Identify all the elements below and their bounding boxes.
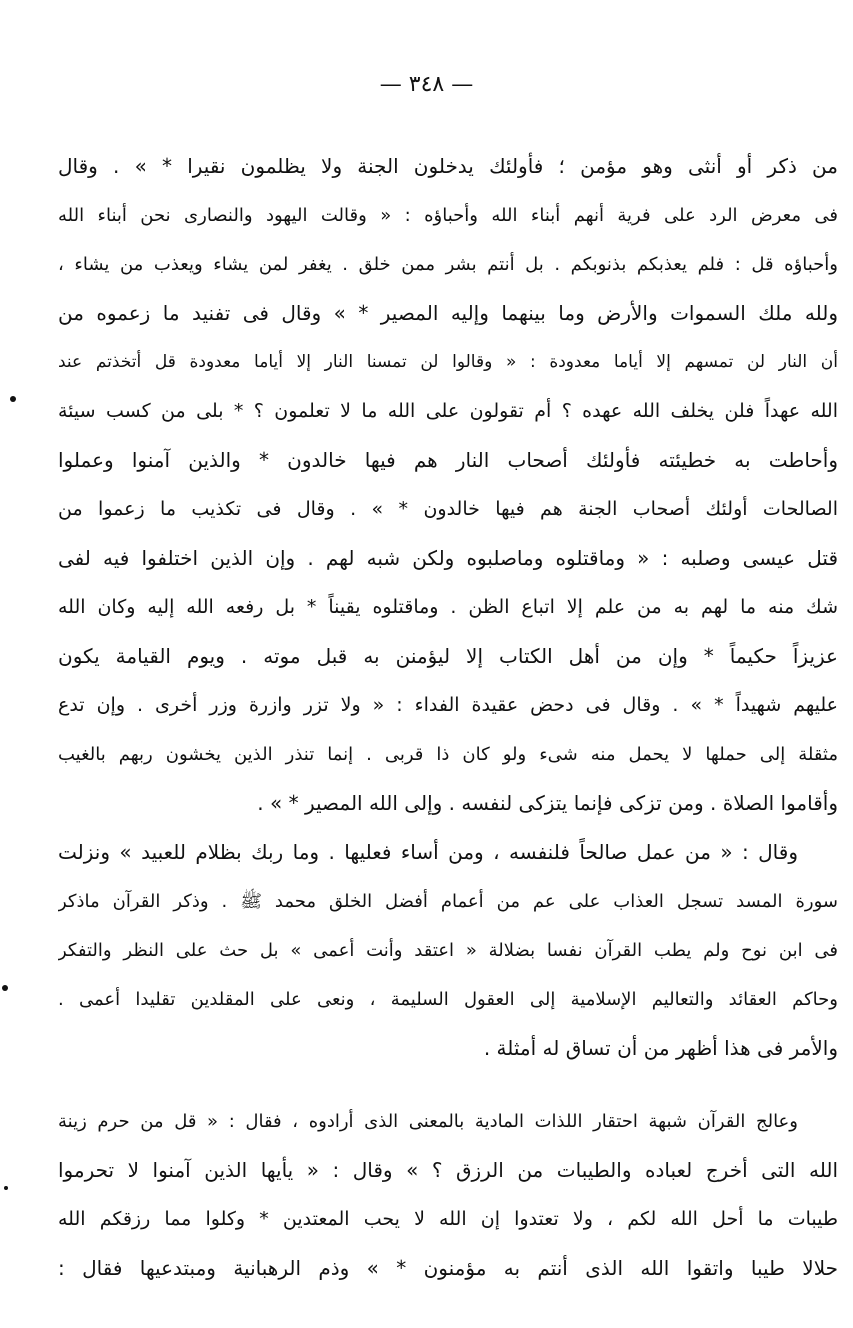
text-line: فى معرض الرد على فرية أنهم أبناء الله وأحباؤه : « وقالت اليهود والنصارى نحن أبناء الله — [58, 205, 838, 226]
paragraph-2 — [58, 828, 838, 1073]
text-line: شك منه ما لهم به من علم إلا اتباع الظن . وماقتلوه يقيناً * بل رفعه الله إليه وكان الله — [58, 596, 838, 618]
margin-speck — [2, 985, 8, 991]
text-line: ولله ملك السموات والأرض وما بينهما وإليه المصير * » وقال فى تفنيد ما زعموه من — [58, 301, 838, 325]
paragraph-3 — [58, 1097, 838, 1293]
margin-speck — [10, 396, 16, 402]
text-line: مثقلة إلى حملها لا يحمل منه شىء ولو كان ذا قربى . إنما تنذر الذين يخشون ربهم بالغيب — [58, 744, 838, 765]
text-line: من ذكر أو أنثى وهو مؤمن ؛ فأولئك يدخلون الجنة ولا يظلمون نقيرا * » . وقال — [58, 154, 838, 178]
text-line: عليهم شهيداً * » . وقال فى دحض عقيدة الفداء : « ولا تزر وازرة وزر أخرى . وإن تدع — [58, 694, 838, 716]
text-line: وأحباؤه قل : فلم يعذبكم بذنوبكم . بل أنتم بشر ممن خلق . يغفر لمن يشاء ويعذب من يشاء ، — [58, 254, 838, 275]
text-line: وقال : « من عمل صالحاً فلنفسه ، ومن أساء فعليها . وما ربك بظلام للعبيد » ونزلت — [58, 840, 798, 864]
text-line: وأقاموا الصلاة . ومن تزكى فإنما يتزكى لنفسه . وإلى الله المصير * » . — [257, 791, 838, 815]
text-line: وحاكم العقائد والتعاليم الإسلامية إلى العقول السليمة ، ونعى على المقلدين تقليدا أعمى . — [58, 989, 838, 1010]
paragraph-1 — [58, 142, 838, 828]
text-line: عزيزاً حكيماً * وإن من أهل الكتاب إلا ليؤمنن به قبل موته . ويوم القيامة يكون — [58, 644, 838, 668]
paragraph-gap — [58, 1073, 838, 1097]
margin-speck — [4, 1186, 8, 1190]
text-line: والأمر فى هذا أظهر من أن تساق له أمثلة . — [483, 1036, 838, 1060]
text-line: سورة المسد تسجل العذاب على عم من أعمام أفضل الخلق محمد ﷺ . وذكر القرآن ماذكر — [58, 891, 838, 912]
text-line: وأحاطت به خطيئته فأولئك أصحاب النار هم فيها خالدون * والذين آمنوا وعملوا — [58, 448, 838, 472]
text-line: الصالحات أولئك أصحاب الجنة هم فيها خالدون * » . وقال فى تكذيب ما زعموا من — [58, 498, 838, 520]
text-line: حلالا طيبا واتقوا الله الذى أنتم به مؤمنون * » وذم الرهبانية ومبتدعيها فقال : — [58, 1256, 838, 1280]
text-line: وعالج القرآن شبهة احتقار اللذات المادية بالمعنى الذى أرادوه ، فقال : « قل من حرم زينة — [58, 1111, 798, 1132]
body-text — [58, 142, 838, 1293]
text-line: الله عهداً فلن يخلف الله عهده ؟ أم تقولون على الله ما لا تعلمون ؟ * بلى من كسب سيئة — [58, 400, 838, 422]
page-number: — ٣٤٨ — — [379, 72, 474, 97]
text-line: الله التى أخرج لعباده والطيبات من الرزق ؟ » وقال : « يأيها الذين آمنوا لا تحرموا — [58, 1158, 838, 1182]
text-line: فى ابن نوح ولم يطب القرآن نفسا بضلالة « اعتقد وأنت أعمى » بل حث على النظر والتفكر — [58, 940, 838, 961]
text-line: طيبات ما أحل الله لكم ، ولا تعتدوا إن الله لا يحب المعتدين * وكلوا مما رزقكم الله — [58, 1208, 838, 1230]
text-line: قتل عيسى وصلبه : « وماقتلوه وماصلبوه ولكن شبه لهم . وإن الذين اختلفوا فيه لفى — [58, 546, 838, 570]
text-line: أن النار لن تمسهم إلا أياما معدودة : « وقالوا لن تمسنا النار إلا أياما معدودة قل أتخذتم عند — [58, 352, 838, 372]
